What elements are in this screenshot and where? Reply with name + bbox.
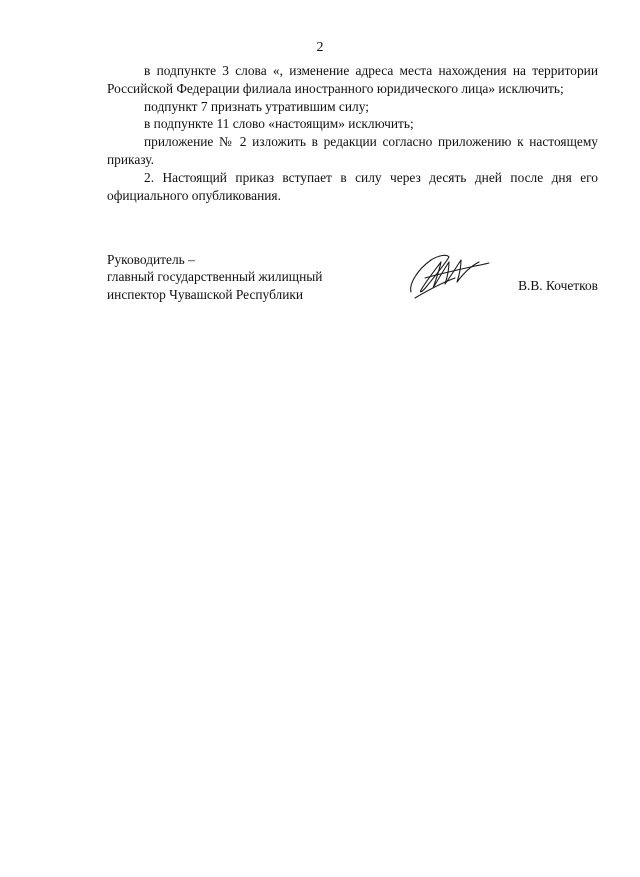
paragraph-appendix-2: приложение № 2 изложить в редакции согласно приложению к настоящему приказу. <box>107 134 598 167</box>
page-number-text: 2 <box>316 40 324 55</box>
page-number <box>0 40 640 56</box>
paragraph-subpoint-3: в подпункте 3 слова «, изменение адреса места нахождения на территории Российской Федерации филиала иностранного юридического лица» исключить; <box>107 63 598 96</box>
position-line: главный государственный жилищный <box>107 269 323 285</box>
paragraph-subpoint-7: подпункт 7 признать утратившим силу; <box>144 98 369 114</box>
position-line: инспектор Чувашской Республики <box>107 286 304 302</box>
position-line: Руководитель – <box>107 252 195 267</box>
handwritten-signature <box>405 248 497 306</box>
signer-name: В.В. Кочетков <box>518 278 598 293</box>
signature-block <box>107 251 598 301</box>
document-body <box>107 62 598 204</box>
paragraph-subpoint-11: в подпункте 11 слово «настоящим» исключить; <box>144 116 414 132</box>
signer-position <box>107 251 322 303</box>
paragraph-effective-date: 2. Настоящий приказ вступает в силу через десять дней после дня его официального опубликования. <box>107 169 598 203</box>
